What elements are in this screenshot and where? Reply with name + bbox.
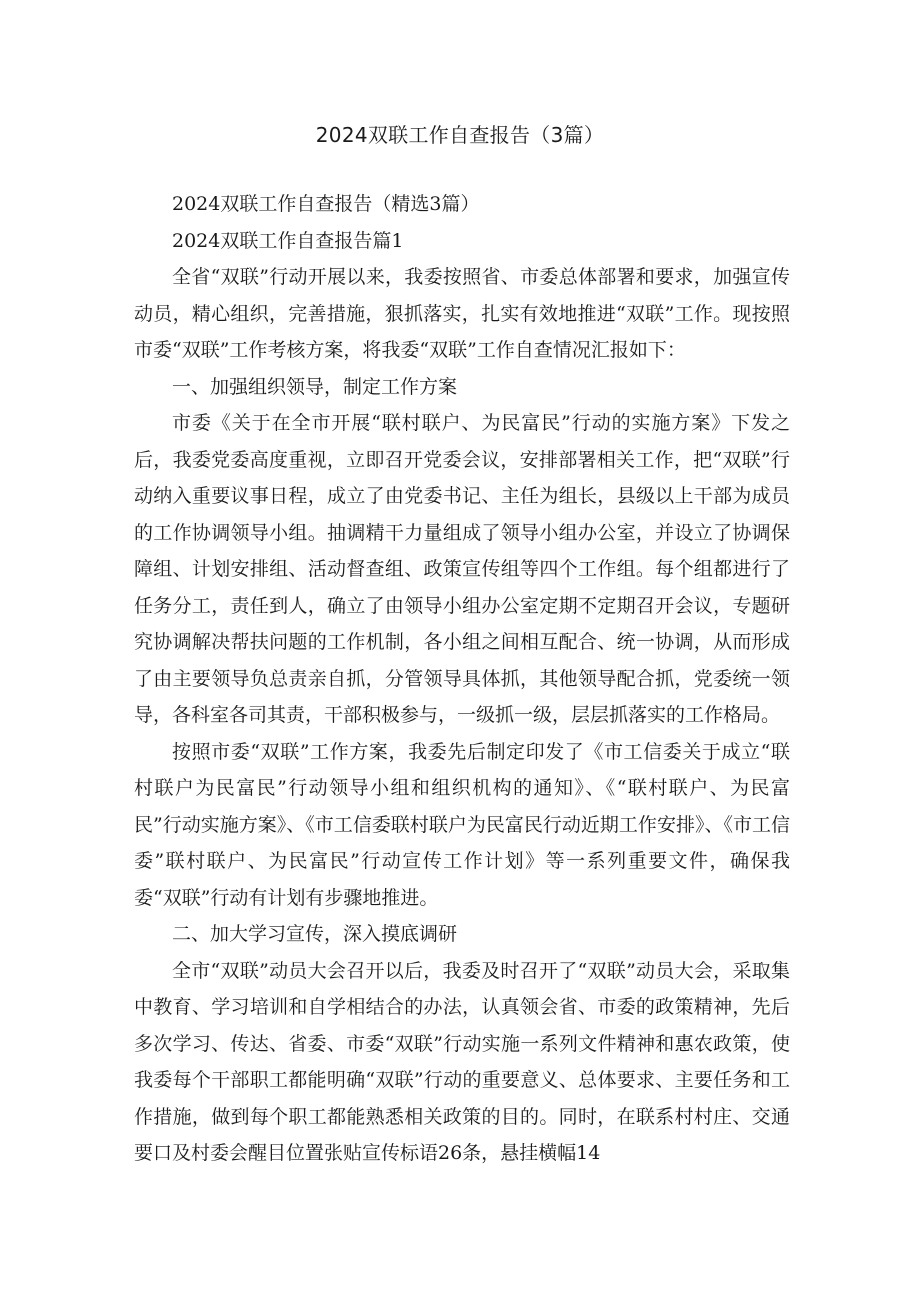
section-heading: 一、加强组织领导，制定工作方案 — [172, 375, 458, 398]
body-paragraph: 按照市委“双联”工作方案，我委先后制定印发了《市工信委关于成立“联村联户为民富民”行动领导小组和组织机构的通知》、《“联村联户、为民富民”行动实施方案》、《市工信委联村联户为民富民行动近期工作安排》、《市工信委”联村联户、为民富民”行动宣传工作计划》等一系列重要文件，确保我委“双联”行动有计划有步骤地推进。 — [134, 740, 790, 909]
document-title: 2024双联工作自查报告（3篇） — [315, 123, 605, 147]
section-heading: 2024双联工作自查报告篇1 — [172, 229, 404, 252]
body-paragraph: 全市“双联”动员大会召开以后，我委及时召开了“双联”动员大会，采取集中教育、学习培训和自学相结合的办法，认真领会省、市委的政策精神，先后多次学习、传达、省委、市委“双联”行动实施一系列文件精神和惠农政策，使我委每个干部职工都能明确“双联”行动的重要意义、总体要求、主要任务和工作措施，做到每个职工都能熟悉相关政策的目的。同时，在联系村村庄、交通要口及村委会醒目位置张贴宣传标语26条，悬挂横幅14 — [134, 959, 790, 1164]
section-heading: 二、加大学习宣传，深入摸底调研 — [172, 923, 458, 945]
subtitle-paragraph: 2024双联工作自查报告（精选3篇） — [172, 193, 480, 215]
body-paragraph: 市委《关于在全市开展“联村联户、为民富民”行动的实施方案》下发之后，我委党委高度重视，立即召开党委会议，安排部署相关工作，把“双联”行动纳入重要议事日程，成立了由党委书记、主任为组长，县级以上干部为成员的工作协调领导小组。抽调精干力量组成了领导小组办公室，并设立了协调保障组、计划安排组、活动督查组、政策宣传组等四个工作组。每个组都进行了任务分工，责任到人，确立了由领导小组办公室定期不定期召开会议，专题研究协调解决帮扶问题的工作机制，各小组之间相互配合、统一协调，从而形成了由主要领导负总责亲自抓，分管领导具体抓，其他领导配合抓，党委统一领导，各科室各司其责，干部积极参与，一级抓一级，层层抓落实的工作格局。 — [134, 412, 790, 726]
body-paragraph: 全省“双联”行动开展以来，我委按照省、市委总体部署和要求，加强宣传动员，精心组织，完善措施，狠抓落实，扎实有效地推进“双联”工作。现按照市委“双联”工作考核方案，将我委“双联”工作自查情况汇报如下： — [134, 266, 790, 361]
document-body — [134, 186, 790, 1172]
